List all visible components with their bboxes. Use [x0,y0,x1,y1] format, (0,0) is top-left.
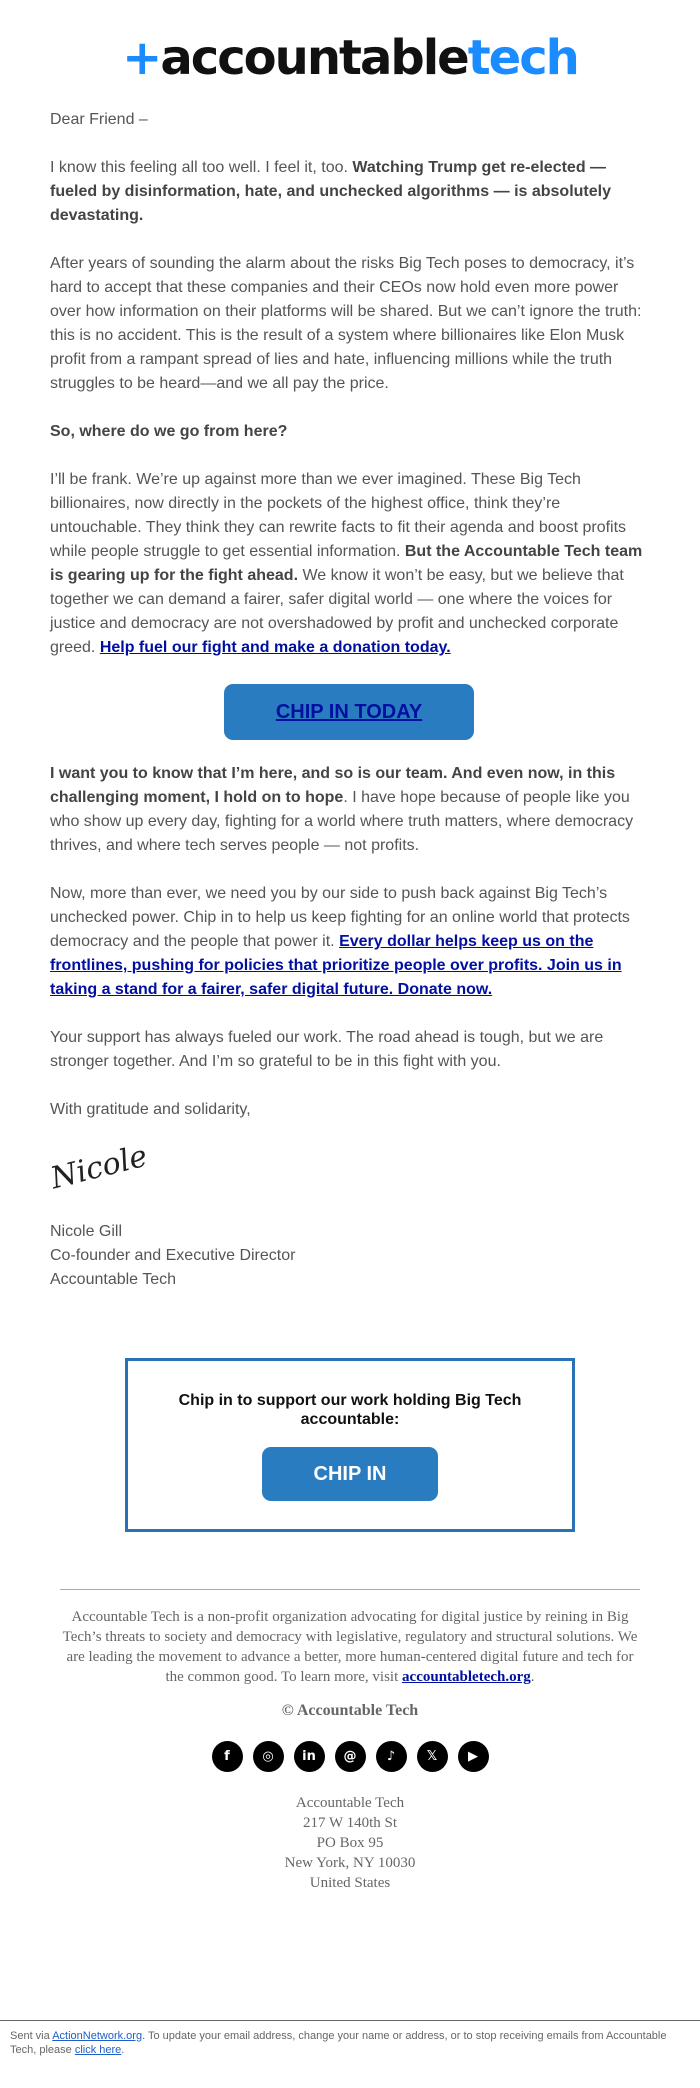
chip-in-today-button[interactable]: CHIP IN TODAY [224,684,474,740]
logo-plus: + [122,30,161,86]
logo-word-tech: tech [467,30,578,86]
signer-title: Co-founder and Executive Director [50,1247,296,1264]
accountable-tech-logo[interactable] [0,30,700,86]
mailing-address: Accountable Tech 217 W 140th St PO Box 95 New York, NY 10030 United States [284,1795,416,1891]
closing-line: With gratitude and solidarity, [50,1101,251,1118]
paragraph-3: I’ll be frank. We’re up against more than we ever imagined. These Big Tech billionaires, now directly in the pockets of the highest office, think they’re untouchable. They think they can rewrite facts to fit their agenda and boost profits while people struggle to get essential information. But the Accountable Tech team is gearing up for the fight ahead. We know it won’t be easy, but we believe that together we can demand a fairer, safer digital world — one where the voices for justice and democracy are not overshadowed by profit and unchecked corporate greed. Help fuel our fight and make a donation today. [50,471,643,656]
linkedin-icon[interactable]: in [294,1741,325,1772]
threads-icon[interactable]: @ [335,1741,366,1772]
signoff-block [50,1220,295,1292]
letter-body [50,108,648,1146]
donate-box-title: Chip in to support our work holding Big Tech accountable: [178,1392,522,1428]
instagram-icon[interactable]: ◎ [253,1741,284,1772]
paragraph-4: I want you to know that I’m here, and so is our team. And even now, in this challenging moment, I hold on to hope. I have hope because of people like you who show up every day, fighting for a world where truth matters, where democracy thrives, and where tech serves people — not profits. [50,765,634,854]
website-link[interactable]: accountabletech.org [402,1669,531,1685]
x-icon[interactable]: 𝕏 [417,1741,448,1772]
click-here-link[interactable]: click here [74,2044,122,2056]
signature-script: Nicole [47,1138,151,1197]
youtube-icon[interactable]: ▶ [458,1741,489,1772]
signer-name: Nicole Gill [50,1223,123,1240]
social-icons [0,1741,700,1772]
signature-image [47,1138,151,1197]
donate-today-link[interactable]: Help fuel our fight and make a donation today. [99,639,451,656]
facebook-icon[interactable]: f [212,1741,243,1772]
tiktok-icon[interactable]: ♪ [376,1741,407,1772]
chip-in-button[interactable]: CHIP IN [262,1447,438,1501]
unsubscribe-footer: Sent via ActionNetwork.org. To update your email address, change your name or address, or to stop receiving emails from Accountable Tech, please click here. [10,2030,667,2056]
footer-rule [0,2020,700,2021]
question-heading: So, where do we go from here? [50,423,288,440]
signer-org: Accountable Tech [50,1271,177,1288]
paragraph-2: After years of sounding the alarm about the risks Big Tech poses to democracy, it’s hard to accept that these companies and their CEOs now hold even more power over how information on their platforms will be shared. But we can’t ignore the truth: this is no accident. This is the result of a system where billionaires like Elon Musk profit from a rampant spread of lies and hate, influencing millions while the truth struggles to be heard—and we all pay the price. [50,255,642,392]
paragraph-6: Your support has always fueled our work. The road ahead is tough, but we are stronger together. And I’m so grateful to be in this fight with you. [50,1029,604,1070]
cta-wrapper [50,684,648,740]
logo-word-accountable: accountable [160,30,468,86]
donate-box [125,1358,575,1532]
paragraph-1: I know this feeling all too well. I feel it, too. Watching Trump get re-elected — fueled by disinformation, hate, and unchecked algorithms — is absolutely devastating. [50,159,611,224]
copyright: © Accountable Tech [281,1702,419,1719]
donate-now-link[interactable]: Every dollar helps keep us on the frontlines, pushing for policies that prioritize people over profits. Join us in taking a stand for a fairer, safer digital future. Donate now. [50,933,622,998]
paragraph-5: Now, more than ever, we need you by our side to push back against Big Tech’s unchecked power. Chip in to help us keep fighting for an online world that protects democracy and the people that power it. Every dollar helps keep us on the frontlines, pushing for policies that prioritize people over profits. Join us in taking a stand for a fairer, safer digital future. Donate now. [50,885,630,998]
about-text: Accountable Tech is a non-profit organization advocating for digital justice by reining in Big Tech’s threats to society and democracy with legislative, regulatory and structural solutions. We are leading the movement to advance a better, more human-centered digital future and tech for the common good. To learn more, visit accountabletech.org. [62,1609,638,1685]
greeting: Dear Friend – [50,111,148,128]
footer-divider [60,1589,640,1590]
action-network-link[interactable]: ActionNetwork.org [52,2030,143,2042]
